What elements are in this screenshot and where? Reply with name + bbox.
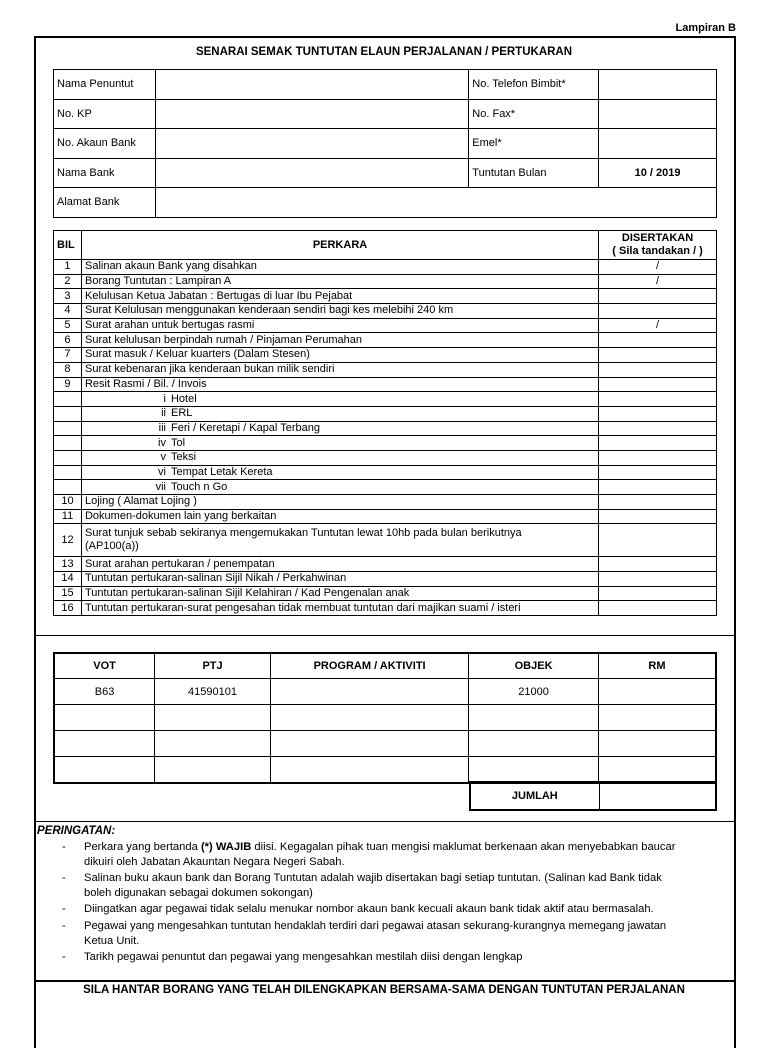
section-divider xyxy=(34,821,734,822)
footer-instruction: SILA HANTAR BORANG YANG TELAH DILENGKAPKAN BERSAMA-SAMA DENGAN TUNTUTAN PERJALANAN xyxy=(83,984,685,996)
ptj-header: PTJ xyxy=(155,653,271,679)
ic-field[interactable] xyxy=(155,99,468,129)
program-header: PROGRAM / AKTIVITI xyxy=(270,653,468,679)
ptj-cell[interactable]: 41590101 xyxy=(155,679,271,705)
program-cell[interactable] xyxy=(270,731,468,757)
table-row xyxy=(54,572,717,587)
row-number: 12 xyxy=(54,524,82,557)
row-text: Resit Rasmi / Bil. / Invois xyxy=(81,377,598,392)
table-row xyxy=(54,99,717,129)
row-text-line2: (AP100(a)) xyxy=(84,540,139,553)
total-field[interactable] xyxy=(599,782,716,810)
dash-bullet: - xyxy=(62,903,66,916)
warning-text: Salinan buku akaun bank dan Borang Tuntutan adalah wajib disertakan bagi setiap tuntutan. (Salinan kad Bank tidak boleh digunakan sebagai dokumen sokongan) xyxy=(84,872,662,899)
row-number: 4 xyxy=(54,304,82,319)
row-number: 6 xyxy=(54,333,82,348)
row-text xyxy=(81,421,598,436)
warning-text: Diingatkan agar pegawai tidak selalu menukar nombor akaun bank kecuali akaun bank tidak aktif atau bermasalah. xyxy=(84,903,654,916)
section-divider xyxy=(34,635,734,636)
table-row xyxy=(54,70,717,100)
objek-header: OBJEK xyxy=(469,653,599,679)
sub-item-text: Teksi xyxy=(170,451,197,464)
row-text: Surat masuk / Keluar kuarters (Dalam Stesen) xyxy=(81,348,598,363)
row-text: Tuntutan pertukaran-salinan Sijil Kelahiran / Kad Pengenalan anak xyxy=(81,586,598,601)
tick-cell[interactable] xyxy=(599,392,717,407)
disertakan-subtitle: ( Sila tandakan / ) xyxy=(612,245,703,257)
table-row xyxy=(54,586,717,601)
table-row xyxy=(54,260,717,275)
row-text: Surat kelulusan berpindah rumah / Pinjaman Perumahan xyxy=(81,333,598,348)
dash-bullet: - xyxy=(62,951,66,964)
row-number xyxy=(54,450,82,465)
warning-item xyxy=(62,840,682,869)
warning-item xyxy=(62,950,682,965)
tick-cell[interactable] xyxy=(599,377,717,392)
email-field[interactable] xyxy=(599,129,717,159)
table-row xyxy=(54,557,717,572)
email-label: Emel* xyxy=(469,129,599,159)
objek-cell[interactable]: 21000 xyxy=(469,679,599,705)
total-table xyxy=(469,781,717,811)
table-row xyxy=(54,392,717,407)
row-number xyxy=(54,392,82,407)
table-row xyxy=(54,495,717,510)
row-text-line1: Surat tunjuk sebab sekiranya mengemukakan Tuntutan lewat 10hb pada bulan berikutnya xyxy=(84,527,522,540)
warning-text: Pegawai yang mengesahkan tuntutan hendaklah terdiri dari pegawai atasan sekurang-kurangnya memegang jawatan Ketua Unit. xyxy=(84,919,667,947)
tick-cell[interactable] xyxy=(599,304,717,319)
claimant-name-label: Nama Penuntut xyxy=(54,70,156,100)
table-row xyxy=(54,289,717,304)
objek-cell[interactable] xyxy=(469,731,599,757)
bank-address-label: Alamat Bank xyxy=(54,188,156,218)
form-title: SENARAI SEMAK TUNTUTAN ELAUN PERJALANAN / PERTUKARAN xyxy=(195,46,573,58)
budget-header xyxy=(54,653,716,679)
tick-cell[interactable] xyxy=(599,586,717,601)
roman-number: vi xyxy=(158,465,166,478)
row-number xyxy=(54,480,82,495)
disertakan-title: DISERTAKAN xyxy=(621,232,694,244)
checklist-table xyxy=(53,230,717,616)
tick-cell[interactable]: / xyxy=(599,318,717,333)
dash-bullet: - xyxy=(62,919,66,932)
objek-cell[interactable] xyxy=(469,705,599,731)
tick-cell[interactable] xyxy=(599,480,717,495)
table-row xyxy=(54,188,717,218)
row-text: Tuntutan pertukaran-salinan Sijil Nikah / Perkahwinan xyxy=(81,572,598,587)
table-row xyxy=(54,705,716,731)
row-number: 1 xyxy=(54,260,82,275)
row-text: Surat arahan pertukaran / penempatan xyxy=(81,557,598,572)
total-label: JUMLAH xyxy=(470,782,599,810)
table-row xyxy=(54,333,717,348)
program-cell[interactable] xyxy=(270,679,468,705)
perkara-header: PERKARA xyxy=(81,231,598,260)
row-number: 13 xyxy=(54,557,82,572)
sub-item-text: Tol xyxy=(170,436,186,449)
sub-item-text: Touch n Go xyxy=(170,480,228,493)
tick-cell[interactable] xyxy=(599,348,717,363)
table-row xyxy=(54,348,717,363)
dash-bullet: - xyxy=(62,841,66,853)
bank-account-label: No. Akaun Bank xyxy=(54,129,156,159)
table-row xyxy=(54,318,717,333)
row-number xyxy=(54,436,82,451)
table-row xyxy=(54,158,717,188)
row-text xyxy=(81,524,598,557)
dash-bullet: - xyxy=(62,872,66,885)
vot-cell[interactable] xyxy=(54,757,155,784)
warning-item xyxy=(62,902,682,917)
sub-item-text: Hotel xyxy=(170,392,197,405)
disertakan-header xyxy=(599,231,717,260)
roman-number: vii xyxy=(155,480,166,493)
sub-item-text: ERL xyxy=(170,407,193,420)
row-number: 15 xyxy=(54,586,82,601)
table-row xyxy=(54,450,717,465)
roman-number: iv xyxy=(158,436,166,449)
row-text xyxy=(81,406,598,421)
tick-cell[interactable] xyxy=(599,406,717,421)
tick-cell[interactable] xyxy=(599,524,717,557)
row-number xyxy=(54,406,82,421)
bank-name-field[interactable] xyxy=(155,158,468,188)
row-number: 8 xyxy=(54,362,82,377)
row-number: 16 xyxy=(54,601,82,616)
row-number: 7 xyxy=(54,348,82,363)
row-number: 5 xyxy=(54,318,82,333)
tick-cell[interactable]: / xyxy=(599,260,717,275)
table-row xyxy=(54,421,717,436)
row-text xyxy=(81,392,598,407)
bank-address-field[interactable] xyxy=(155,188,716,218)
rm-header: RM xyxy=(598,653,716,679)
checklist-header xyxy=(54,231,717,260)
table-row xyxy=(54,436,717,451)
warnings-title: PERINGATAN: xyxy=(37,825,116,837)
table-row xyxy=(54,377,717,392)
table-row xyxy=(54,465,717,480)
tick-cell[interactable] xyxy=(599,601,717,616)
vot-header: VOT xyxy=(54,653,155,679)
table-row xyxy=(54,480,717,495)
program-cell[interactable] xyxy=(270,757,468,784)
row-text xyxy=(81,436,598,451)
table-row xyxy=(54,757,716,784)
table-row xyxy=(54,509,717,524)
row-text: Tuntutan pertukaran-surat pengesahan tidak membuat tuntutan dari majikan suami / isteri xyxy=(81,601,598,616)
warning-item xyxy=(62,919,682,948)
claim-month-field[interactable]: 10 / 2019 xyxy=(599,158,717,188)
vot-cell[interactable] xyxy=(54,731,155,757)
row-text: Surat kebenaran jika kenderaan bukan milik sendiri xyxy=(81,362,598,377)
warnings-list xyxy=(62,840,682,967)
bank-name-label: Nama Bank xyxy=(54,158,156,188)
budget-table xyxy=(53,652,717,784)
table-row xyxy=(54,129,717,159)
ic-label: No. KP xyxy=(54,99,156,129)
footer-divider xyxy=(34,980,734,982)
tick-cell[interactable] xyxy=(599,450,717,465)
tick-cell[interactable] xyxy=(599,557,717,572)
tick-cell[interactable]: / xyxy=(599,274,717,289)
table-row xyxy=(54,601,717,616)
tick-cell[interactable] xyxy=(599,509,717,524)
row-text: Borang Tuntutan : Lampiran A xyxy=(81,274,598,289)
vot-cell[interactable] xyxy=(54,705,155,731)
row-text xyxy=(81,480,598,495)
roman-number: ii xyxy=(161,407,166,420)
warning-text: Perkara yang bertanda xyxy=(84,841,201,853)
row-number xyxy=(54,421,82,436)
warning-text: diisi. Kegagalan pihak tuan mengisi maklumat berkenaan akan menyebabkan baucar dikuiri oleh Jabatan Akauntan Negara Negeri Sabah. xyxy=(84,841,676,868)
sub-item-text: Tempat Letak Kereta xyxy=(170,465,273,478)
row-text: Salinan akaun Bank yang disahkan xyxy=(81,260,598,275)
row-number: 11 xyxy=(54,509,82,524)
claim-month-label: Tuntutan Bulan xyxy=(469,158,599,188)
vot-cell[interactable]: B63 xyxy=(54,679,155,705)
rm-cell[interactable] xyxy=(598,731,716,757)
rm-cell[interactable] xyxy=(598,757,716,784)
ptj-cell[interactable] xyxy=(155,705,271,731)
tick-cell[interactable] xyxy=(599,436,717,451)
tick-cell[interactable] xyxy=(599,465,717,480)
fax-label: No. Fax* xyxy=(469,99,599,129)
row-text: Kelulusan Ketua Jabatan : Bertugas di luar Ibu Pejabat xyxy=(81,289,598,304)
tick-cell[interactable] xyxy=(599,572,717,587)
claimant-name-field[interactable] xyxy=(155,70,468,100)
mobile-field[interactable] xyxy=(599,70,717,100)
row-text xyxy=(81,450,598,465)
table-row xyxy=(54,304,717,319)
tick-cell[interactable] xyxy=(599,421,717,436)
table-row xyxy=(54,524,717,557)
bil-header: BIL xyxy=(54,231,82,260)
row-text: Lojing ( Alamat Lojing ) xyxy=(81,495,598,510)
ptj-cell[interactable] xyxy=(155,757,271,784)
bank-account-field[interactable] xyxy=(155,129,468,159)
roman-number: i xyxy=(163,392,166,405)
table-row xyxy=(54,406,717,421)
row-text: Dokumen-dokumen lain yang berkaitan xyxy=(81,509,598,524)
annex-label: Lampiran B xyxy=(675,22,736,34)
objek-cell[interactable] xyxy=(469,757,599,784)
tick-cell[interactable] xyxy=(599,362,717,377)
tick-cell[interactable] xyxy=(599,289,717,304)
table-row xyxy=(54,679,716,705)
fax-field[interactable] xyxy=(599,99,717,129)
rm-cell[interactable] xyxy=(598,705,716,731)
roman-number: v xyxy=(160,451,166,464)
row-number: 2 xyxy=(54,274,82,289)
claimant-info-table xyxy=(53,69,717,218)
sub-item-text: Feri / Keretapi / Kapal Terbang xyxy=(170,421,320,434)
row-number: 9 xyxy=(54,377,82,392)
row-number xyxy=(54,465,82,480)
table-row xyxy=(54,362,717,377)
row-number: 14 xyxy=(54,572,82,587)
tick-cell[interactable] xyxy=(599,333,717,348)
warning-text: Tarikh pegawai penuntut dan pegawai yang mengesahkan mestilah diisi dengan lengkap xyxy=(84,951,523,964)
warning-mandatory: (*) WAJIB xyxy=(200,841,252,853)
table-row xyxy=(470,782,716,810)
rm-cell[interactable] xyxy=(598,679,716,705)
warning-item xyxy=(62,871,682,900)
tick-cell[interactable] xyxy=(599,495,717,510)
row-text: Surat arahan untuk bertugas rasmi xyxy=(81,318,598,333)
row-number: 3 xyxy=(54,289,82,304)
table-row xyxy=(54,731,716,757)
mobile-label: No. Telefon Bimbit* xyxy=(469,70,599,100)
row-text xyxy=(81,465,598,480)
table-row xyxy=(54,274,717,289)
row-number: 10 xyxy=(54,495,82,510)
program-cell[interactable] xyxy=(270,705,468,731)
row-text: Surat Kelulusan menggunakan kenderaan sendiri bagi kes melebihi 240 km xyxy=(81,304,598,319)
ptj-cell[interactable] xyxy=(155,731,271,757)
roman-number: iii xyxy=(158,421,166,434)
